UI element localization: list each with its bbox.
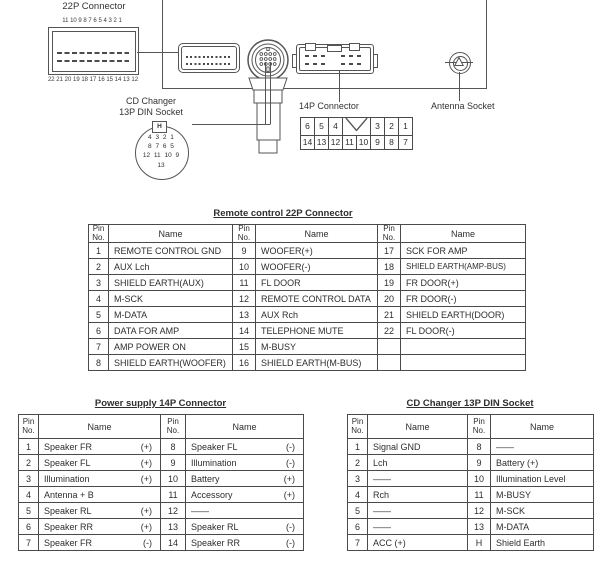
- pin-header-line: Pin: [383, 224, 395, 233]
- pin-name-cell: [39, 503, 161, 519]
- pin-number-cell: 14: [233, 323, 256, 339]
- table-row: [19, 471, 304, 487]
- pin-name-cell: WOOFER(-): [256, 259, 378, 275]
- pin-number-cell: 8: [468, 439, 491, 455]
- pin-number-cell: 10: [468, 471, 491, 487]
- pin-number-cell: 13: [161, 519, 186, 535]
- pin-grid-14p: [300, 117, 413, 150]
- pin-number-cell: 7: [348, 535, 368, 551]
- polarity: (-): [143, 537, 152, 548]
- table-row: [89, 323, 526, 339]
- signal-name: Speaker FL: [44, 457, 91, 468]
- pin-number-cell: 10: [233, 259, 256, 275]
- table-row: [348, 471, 594, 487]
- signal-name: Speaker RR: [44, 521, 94, 532]
- pin-number-cell: 3: [89, 275, 109, 291]
- signal-name: Battery: [191, 473, 220, 484]
- pin-header-line: Pin: [167, 417, 179, 426]
- label-antenna-socket: Antenna Socket: [431, 101, 495, 111]
- pin-header-line: No.: [351, 425, 364, 435]
- grid-cell: 4: [329, 118, 343, 136]
- pin-dash-row: [305, 63, 329, 65]
- pin-name-cell: ——: [368, 471, 468, 487]
- pin-name-cell: FL DOOR(-): [401, 323, 526, 339]
- pin-number-cell: 20: [378, 291, 401, 307]
- pin-header-line: No.: [472, 425, 486, 435]
- pin-name-cell: Rch: [368, 487, 468, 503]
- pin-name-cell: M-DATA: [491, 519, 594, 535]
- pin-name-cell: FL DOOR: [256, 275, 378, 291]
- keyway-v-icon: [343, 118, 370, 131]
- table-row: [19, 439, 304, 455]
- grid-cell: 11: [343, 136, 357, 150]
- signal-name: Speaker FR: [44, 441, 93, 452]
- pin-number-cell: 18: [378, 259, 401, 275]
- pin-name-cell: REMOTE CONTROL DATA: [256, 291, 378, 307]
- din-pin-row: 8 7 6 5: [148, 143, 174, 150]
- grid-cell: 7: [399, 136, 413, 150]
- signal-name: Speaker RL: [44, 505, 92, 516]
- signal-name: Speaker RL: [191, 521, 239, 532]
- pin-number-cell: 5: [19, 503, 39, 519]
- pin-name-cell: WOOFER(+): [256, 243, 378, 259]
- pin-header-line: Pin: [351, 417, 364, 426]
- pin-number-cell: 13: [468, 519, 491, 535]
- pin-number-cell: 5: [348, 503, 368, 519]
- grid-cell: 13: [315, 136, 329, 150]
- pin-header-line: No.: [22, 425, 35, 435]
- pin-number-cell: 15: [233, 339, 256, 355]
- polarity: (-): [286, 441, 295, 452]
- pin-number-cell: 3: [348, 471, 368, 487]
- socket-14p-key-tab: [327, 45, 342, 52]
- callout-line-14p: [339, 70, 340, 102]
- pin-name-cell: M-BUSY: [491, 487, 594, 503]
- pin-name-cell: Illumination Level: [491, 471, 594, 487]
- pin-name-cell: Signal GND: [368, 439, 468, 455]
- pin-number-cell: 10: [161, 471, 186, 487]
- pin-number-cell: 4: [19, 487, 39, 503]
- pin-dash-row: [57, 60, 129, 62]
- pin-name-cell: ——: [368, 503, 468, 519]
- pin-number-cell: 2: [89, 259, 109, 275]
- pin-name-cell: SHIELD EARTH(M-BUS): [256, 355, 378, 371]
- pin-dash-row: [305, 55, 329, 57]
- harness-22p-inner-border: [52, 31, 136, 72]
- pin-name-cell: [186, 519, 304, 535]
- pin-number-cell: 17: [378, 243, 401, 259]
- grid-cell: 12: [329, 136, 343, 150]
- pin-number-cell: 1: [19, 439, 39, 455]
- table-row: [19, 519, 304, 535]
- signal-name: Speaker RR: [191, 537, 241, 548]
- label-22p-connector: 22P Connector: [62, 1, 126, 12]
- pin-name-cell: M-DATA: [109, 307, 233, 323]
- pin-dot-row: [186, 63, 232, 65]
- pin-name-cell: [186, 455, 304, 471]
- polarity: (+): [140, 473, 152, 484]
- pin-number-cell: [378, 355, 401, 371]
- pin-name-cell: [39, 471, 161, 487]
- table-row: [89, 243, 526, 259]
- pin-number-cell: 6: [89, 323, 109, 339]
- remote-table-title: Remote control 22P Connector: [213, 208, 353, 219]
- table-row: [348, 503, 594, 519]
- pin-number-cell: 6: [19, 519, 39, 535]
- grid-cell: 5: [315, 118, 329, 136]
- power-supply-14p-table: [18, 414, 304, 551]
- pin-header: [378, 225, 401, 243]
- pin-number-cell: 9: [161, 455, 186, 471]
- grid-cell: 9: [371, 136, 385, 150]
- name-header: Name: [491, 415, 594, 439]
- label-13p-din-socket: 13P DIN Socket: [119, 107, 183, 117]
- signal-name: Speaker FL: [191, 441, 238, 452]
- table-row: [89, 291, 526, 307]
- grid-row: [301, 118, 413, 136]
- pin-name-cell: [39, 519, 161, 535]
- pin-name-cell: FR DOOR(-): [401, 291, 526, 307]
- pin-number-cell: 11: [233, 275, 256, 291]
- pin-number-cell: [378, 339, 401, 355]
- din-pin-row: 12 11 10 9: [142, 152, 180, 159]
- pin-name-cell: FR DOOR(+): [401, 275, 526, 291]
- pin-number-cell: 2: [348, 455, 368, 471]
- grid-cell: 14: [301, 136, 315, 150]
- pin-header-line: No.: [92, 232, 105, 242]
- pin-name-cell: M-SCK: [491, 503, 594, 519]
- polarity: (-): [286, 521, 295, 532]
- din-key-tab: H: [152, 121, 167, 133]
- pin-number-cell: 9: [233, 243, 256, 259]
- table-row: [19, 503, 304, 519]
- pin-number-cell: 6: [348, 519, 368, 535]
- pin-header-line: Pin: [92, 224, 105, 233]
- pin-name-cell: M-SCK: [109, 291, 233, 307]
- table-row: [89, 275, 526, 291]
- table-row: [89, 259, 526, 275]
- pin-name-cell: REMOTE CONTROL GND: [109, 243, 233, 259]
- pin-number-cell: 21: [378, 307, 401, 323]
- polarity: (-): [286, 537, 295, 548]
- callout-line-din: [192, 124, 270, 125]
- pin-number-cell: 9: [468, 455, 491, 471]
- table-row: [348, 439, 594, 455]
- grid-cell: 6: [301, 118, 315, 136]
- pin-name-cell: [401, 355, 526, 371]
- name-header: Name: [186, 415, 304, 439]
- pin-dash-row: [341, 55, 365, 57]
- pin-number-cell: 14: [161, 535, 186, 551]
- pin-header-line: No.: [166, 425, 180, 435]
- grid-cell: 10: [357, 136, 371, 150]
- pin-number-cell: 11: [468, 487, 491, 503]
- pin-name-cell: [186, 503, 304, 519]
- pin-name-cell: [401, 339, 526, 355]
- signal-name: Illumination: [44, 473, 90, 484]
- name-header: Name: [368, 415, 468, 439]
- table-row: [19, 535, 304, 551]
- socket-14p-notch: [349, 43, 360, 51]
- pin-name-cell: AUX Lch: [109, 259, 233, 275]
- name-header: Name: [109, 225, 233, 243]
- pin-number-cell: 2: [19, 455, 39, 471]
- pin-number-cell: 11: [161, 487, 186, 503]
- pin-name-cell: [39, 487, 161, 503]
- pin-name-cell: ——: [368, 519, 468, 535]
- pin-name-cell: AMP POWER ON: [109, 339, 233, 355]
- antenna-triangle-icon: [452, 55, 466, 69]
- pin-number-cell: 3: [19, 471, 39, 487]
- din-pin-row: 4 3 2 1: [148, 134, 174, 141]
- socket-14p-notch: [305, 43, 316, 51]
- pin-header-line: Pin: [238, 224, 250, 233]
- pin-dash-row: [341, 63, 365, 65]
- remote-control-22p-table: [88, 224, 526, 371]
- grid-cell: 1: [399, 118, 413, 136]
- name-header: Name: [39, 415, 161, 439]
- pin-number-cell: 12: [468, 503, 491, 519]
- header-row: [19, 415, 304, 439]
- pin-header: [233, 225, 256, 243]
- signal-name: Speaker FR: [44, 537, 93, 548]
- pin-name-cell: [39, 439, 161, 455]
- power-table-title: Power supply 14P Connector: [94, 398, 227, 409]
- pin-name-cell: SHIELD EARTH(AUX): [109, 275, 233, 291]
- pin-name-cell: M-BUSY: [256, 339, 378, 355]
- pin-name-cell: SCK FOR AMP: [401, 243, 526, 259]
- signal-name: ——: [191, 505, 209, 516]
- name-header: Name: [256, 225, 378, 243]
- polarity: (+): [283, 489, 295, 500]
- polarity: (-): [286, 457, 295, 468]
- grid-row: [301, 136, 413, 150]
- pin-name-cell: [186, 487, 304, 503]
- signal-name: Accessory: [191, 489, 233, 500]
- keyway-cell: [343, 118, 371, 136]
- polarity: (+): [140, 505, 152, 516]
- pin-name-cell: AUX Rch: [256, 307, 378, 323]
- grid-cell: 2: [385, 118, 399, 136]
- pin-number-cell: H: [468, 535, 491, 551]
- signal-name: Antenna + B: [44, 489, 94, 500]
- pin-number-cell: 1: [348, 439, 368, 455]
- pin-header: [19, 415, 39, 439]
- table-row: [348, 487, 594, 503]
- pin-number-cell: 22: [378, 323, 401, 339]
- pin-number-cell: 7: [19, 535, 39, 551]
- grid-cell: 3: [371, 118, 385, 136]
- pin-name-cell: [186, 471, 304, 487]
- pin-number-cell: 4: [348, 487, 368, 503]
- pin-header: [468, 415, 491, 439]
- pin-dot-row: [186, 56, 232, 58]
- pin-number-cell: 13: [233, 307, 256, 323]
- pin-number-cell: 16: [233, 355, 256, 371]
- pin-name-cell: SHIELD EARTH(AMP-BUS): [401, 259, 526, 275]
- pin-numbers-22p-top: 11 10 9 8 7 6 5 4 3 2 1: [62, 18, 122, 24]
- table-row: [19, 455, 304, 471]
- table-row: [348, 535, 594, 551]
- pin-number-cell: 8: [89, 355, 109, 371]
- pin-header: [348, 415, 368, 439]
- pin-number-cell: 1: [89, 243, 109, 259]
- pin-name-cell: [186, 439, 304, 455]
- grid-cell: 8: [385, 136, 399, 150]
- din-plug-drawing: [246, 38, 292, 156]
- pin-dash-row: [57, 52, 129, 54]
- callout-line-antenna: [459, 72, 460, 101]
- label-cd-changer: CD Changer: [125, 96, 177, 106]
- pin-header: [89, 225, 109, 243]
- header-row: [348, 415, 594, 439]
- polarity: (+): [140, 457, 152, 468]
- pin-name-cell: SHIELD EARTH(DOOR): [401, 307, 526, 323]
- pin-number-cell: 19: [378, 275, 401, 291]
- pin-name-cell: ACC (+): [368, 535, 468, 551]
- pin-header-line: No.: [382, 232, 396, 242]
- polarity: (+): [140, 441, 152, 452]
- cd-changer-13p-table: [347, 414, 594, 551]
- signal-name: Illumination: [191, 457, 237, 468]
- table-row: [89, 339, 526, 355]
- pin-name-cell: ——: [491, 439, 594, 455]
- table-row: [89, 307, 526, 323]
- pin-name-cell: Shield Earth: [491, 535, 594, 551]
- pin-name-cell: Battery (+): [491, 455, 594, 471]
- table-row: [89, 355, 526, 371]
- pin-header-line: Pin: [473, 417, 485, 426]
- pin-number-cell: 5: [89, 307, 109, 323]
- cd-table-title: CD Changer 13P DIN Socket: [406, 398, 534, 409]
- table-row: [348, 455, 594, 471]
- pin-header-line: Pin: [22, 417, 35, 426]
- pin-name-cell: SHIELD EARTH(WOOFER): [109, 355, 233, 371]
- pin-number-cell: 4: [89, 291, 109, 307]
- pin-header: [161, 415, 186, 439]
- pin-number-cell: 12: [161, 503, 186, 519]
- pin-name-cell: DATA FOR AMP: [109, 323, 233, 339]
- pin-numbers-22p-bottom: 22 21 20 19 18 17 16 15 14 13 12: [47, 77, 139, 83]
- label-14p-connector: 14P Connector: [299, 101, 359, 111]
- callout-line-22p: [137, 52, 178, 53]
- polarity: (+): [140, 521, 152, 532]
- pin-number-cell: 7: [89, 339, 109, 355]
- pin-header-line: No.: [237, 232, 251, 242]
- header-row: [89, 225, 526, 243]
- pin-name-cell: Lch: [368, 455, 468, 471]
- pin-name-cell: [39, 455, 161, 471]
- pin-name-cell: [39, 535, 161, 551]
- polarity: (+): [283, 473, 295, 484]
- din-pin-row: 13: [157, 162, 165, 169]
- pin-name-cell: TELEPHONE MUTE: [256, 323, 378, 339]
- pin-name-cell: [186, 535, 304, 551]
- socket-22p-inner-border: [181, 46, 237, 70]
- table-row: [19, 487, 304, 503]
- pin-number-cell: 8: [161, 439, 186, 455]
- pin-number-cell: 12: [233, 291, 256, 307]
- name-header: Name: [401, 225, 526, 243]
- table-row: [348, 519, 594, 535]
